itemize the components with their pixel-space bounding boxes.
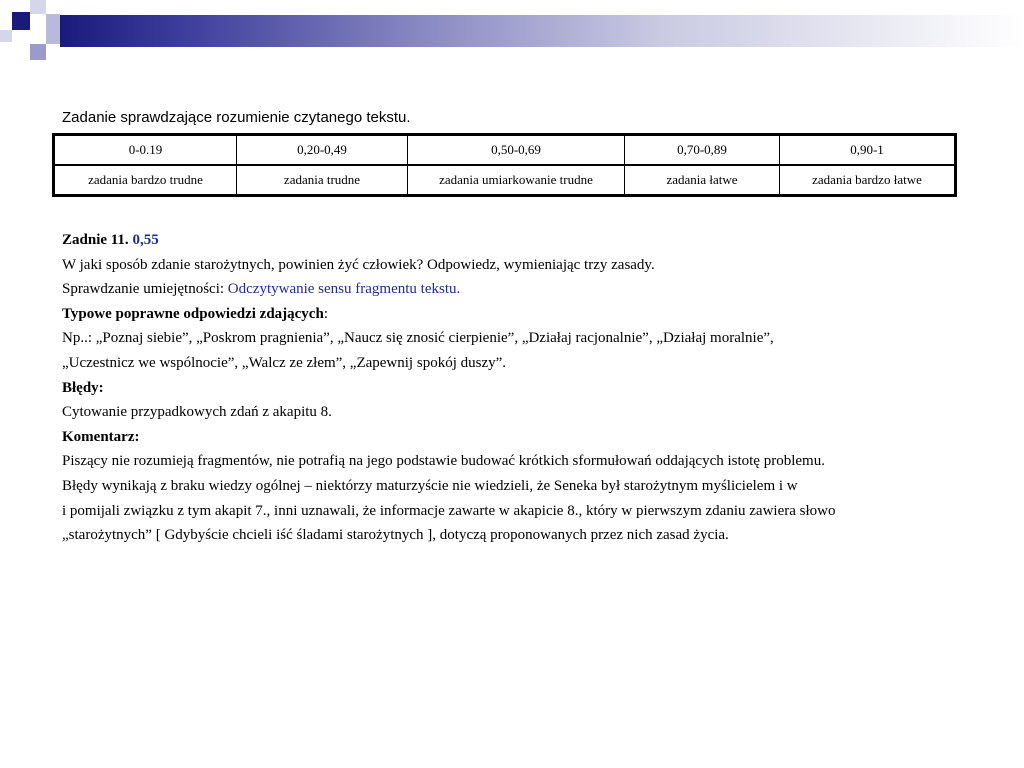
answers-label: Typowe poprawne odpowiedzi zdających	[62, 305, 324, 322]
task-content	[62, 228, 982, 548]
header-square	[30, 0, 46, 14]
task-heading: Zadnie 11.	[62, 232, 129, 248]
table-cell: zadania bardzo łatwe	[780, 165, 956, 196]
errors-label: Błędy:	[62, 379, 104, 396]
answers-line: Np..: „Poznaj siebie”, „Poskrom pragnienia”, „Naucz się znosić cierpienie”, „Działaj racjonalnie”, „Działaj moralnie”,	[62, 330, 774, 347]
comment-line: Błędy wynikają z braku wiedzy ogólnej – niektórzy maturzyście nie wiedzieli, że Seneka był starożytnym myślicielem i w	[62, 477, 798, 494]
header-square	[30, 14, 46, 30]
page-title: Zadanie sprawdzające rozumienie czytanego tekstu.	[62, 109, 411, 126]
table-cell: zadania bardzo trudne	[54, 165, 237, 196]
header-square	[46, 14, 60, 44]
header-gradient-bar	[60, 15, 1024, 47]
task-score: 0,55	[132, 232, 159, 248]
comment-line: „starożytnych” [ Gdybyście chcieli iść śladami starożytnych ], dotyczą proponowanych przez nich zasad życia.	[62, 527, 729, 544]
table-cell: zadania łatwe	[625, 165, 780, 196]
skill-value: Odczytywanie sensu fragmentu tekstu.	[227, 281, 461, 298]
header-square	[30, 44, 46, 60]
errors-text: Cytowanie przypadkowych zdań z akapitu 8.	[62, 404, 332, 421]
skill-label: Sprawdzanie umiejętności:	[62, 281, 225, 298]
comment-label: Komentarz:	[62, 428, 140, 445]
comment-line: Piszący nie rozumieją fragmentów, nie potrafią na jego podstawie budować krótkich sformułowań oddających istotę problemu.	[62, 453, 825, 470]
header-square	[0, 30, 12, 42]
errors-heading	[62, 376, 982, 401]
table-cell: 0-0.19	[54, 135, 237, 166]
header-square	[60, 0, 74, 15]
comment-heading	[62, 425, 982, 450]
comment-line: i pomijali związku z tym akapit 7., inni uznawali, że informacje zawarte w akapicie 8., który w pierwszym zdaniu zawiera słowo	[62, 502, 836, 519]
table-cell: 0,70-0,89	[625, 135, 780, 166]
header-square	[46, 0, 60, 14]
task-question: W jaki sposób zdanie starożytnych, powinien żyć człowiek? Odpowiedz, wymieniając trzy zasady.	[62, 256, 655, 273]
header-square	[12, 12, 30, 30]
answers-colon: :	[323, 305, 328, 322]
table-cell: zadania trudne	[237, 165, 408, 196]
table-row	[54, 135, 956, 166]
difficulty-table	[52, 133, 957, 197]
table-row	[54, 165, 956, 196]
table-cell: zadania umiarkowanie trudne	[408, 165, 625, 196]
answers-line: „Uczestnicz we wspólnocie”, „Walcz ze złem”, „Zapewnij spokój duszy”.	[62, 354, 507, 371]
table-cell: 0,20-0,49	[237, 135, 408, 166]
task-heading-line	[62, 228, 982, 253]
answers-heading	[62, 302, 982, 327]
skill-line	[62, 277, 982, 302]
table-cell: 0,50-0,69	[408, 135, 625, 166]
table-cell: 0,90-1	[780, 135, 956, 166]
